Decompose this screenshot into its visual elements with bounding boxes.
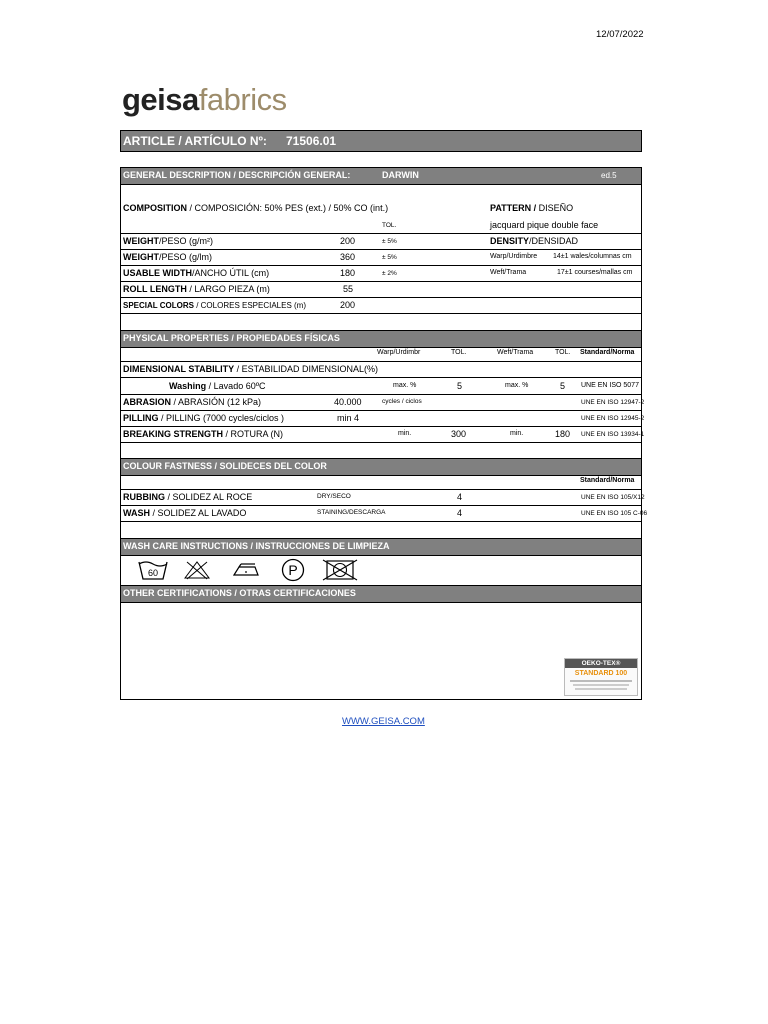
washing-weft-value: 5 [560,381,566,391]
weight-glm-label: WEIGHT/PESO (g/lm) [123,252,213,262]
col-tol2: TOL. [555,349,571,356]
rubbing-value: 4 [457,492,463,502]
washing-standard: UNE EN ISO 5077 [581,382,639,389]
wash-value: 4 [457,508,463,518]
certs-label: OTHER CERTIFICATIONS / OTRAS CERTIFICACIONES [123,588,356,598]
pattern-bold: PATTERN / [490,203,539,213]
breaking-weft-label: min. [510,430,524,437]
colour-col-standard: Standard/Norma [580,477,635,484]
breaking-row [121,427,645,443]
washing-row [121,378,641,395]
colour-label: COLOUR FASTNESS / SOLIDECES DEL COLOR [123,461,327,471]
pilling-label: PILLING / PILLING (7000 cycles/ciclos ) [123,413,285,423]
rubbing-cond: DRY/SECO [317,493,351,500]
weight-glm-tol: ± 5% [382,254,397,261]
breaking-standard: UNE EN ISO 13934-1 [581,431,645,438]
warp-label: Warp/Urdimbre [490,253,538,260]
warp-value: 14±1 wales/columnas cm [553,253,632,260]
geisa-logo [122,80,287,120]
wash-standard: UNE EN ISO 105 C-06 [581,510,648,517]
article-label: ARTICLE / ARTÍCULO Nº: [123,134,267,148]
pilling-value: min 4 [337,413,360,423]
composition-row [121,200,641,217]
special-colors-row [121,298,641,314]
wash-temp-text: 60 [147,568,159,578]
care-label: WASH CARE INSTRUCTIONS / INSTRUCCIONES DE LIMPIEZA [123,541,390,551]
pilling-row [121,411,645,427]
roll-length-value: 55 [343,284,354,294]
dry-clean-letter: P [288,562,298,578]
breaking-weft-value: 180 [555,429,571,439]
article-box [120,130,642,152]
usable-width-tol: ± 2% [382,270,397,277]
spec-table [120,167,648,700]
density-label: DENSITY/DENSIDAD [490,236,579,246]
dry-clean-p-icon [281,558,305,582]
wash-row [121,506,648,522]
weight-glm-value: 360 [340,252,356,262]
washing-weft-label: max. % [505,382,529,389]
oeko-standard: STANDARD 100 [574,670,628,677]
special-colors-label: SPECIAL COLORS / COLORES ESPECIALES (m) [123,301,307,310]
tol-row [121,217,641,234]
weight-gsm-tol: ± 5% [382,238,397,245]
colour-columns-row [121,474,641,490]
weft-value: 17±1 courses/mallas cm [557,269,633,276]
usable-width-value: 180 [340,268,356,278]
pattern-text [490,203,573,213]
rubbing-row [121,490,645,506]
pattern-value: jacquard pique double face [490,220,599,230]
col-weft: Weft/Trama [497,349,534,356]
abrasion-label: ABRASION / ABRASIÓN (12 kPa) [123,397,262,407]
rubbing-label: RUBBING / SOLIDEZ AL ROCE [123,492,253,502]
abrasion-value: 40.000 [334,397,362,407]
pattern-rest: DISEÑO [538,203,574,213]
weight-gsm-value: 200 [340,236,356,246]
washing-warp-label: max. % [393,382,417,389]
weight-gsm-row [121,234,641,250]
rubbing-standard: UNE EN ISO 105/X12 [581,494,645,501]
tol-label: TOL. [382,222,397,229]
pilling-standard: UNE EN ISO 12945-2 [581,415,645,422]
general-label: GENERAL DESCRIPTION / DESCRIPCIÓN GENERAL: [123,170,351,180]
breaking-warp-value: 300 [451,429,467,439]
logo-bold: geisa [122,82,199,117]
website-link[interactable]: WWW.GEISA.COM [342,716,425,727]
abrasion-unit: cycles / ciclos [382,398,422,405]
roll-length-label: ROLL LENGTH / LARGO PIEZA (m) [123,284,270,294]
article-number: 71506.01 [286,134,337,148]
oeko-title: OEKO-TEX® [565,659,637,668]
physical-columns-row [121,346,641,362]
edition: ed.5 [601,171,617,180]
composition-text [123,203,388,213]
special-colors-value: 200 [340,300,356,310]
logo-light: fabrics [198,82,287,117]
weft-label: Weft/Trama [490,269,527,276]
iron-low-icon [231,562,261,578]
abrasion-row [121,395,645,411]
usable-width-label: USABLE WIDTH/ANCHO ÚTIL (cm) [123,268,270,278]
breaking-label: BREAKING STRENGTH / ROTURA (N) [123,429,284,439]
oeko-tex-logo [564,658,638,696]
wash-label: WASH / SOLIDEZ AL LAVADO [123,508,247,518]
breaking-warp-label: min. [398,430,412,437]
care-icons-row [121,554,641,586]
col-tol1: TOL. [451,349,467,356]
dimensional-row [121,362,641,378]
no-bleach-icon [183,560,211,580]
washing-warp-value: 5 [457,381,463,391]
no-tumble-dry-icon [321,559,359,581]
general-header [121,168,641,185]
washing-label: Washing / Lavado 60ºC [169,381,266,391]
weight-glm-row [121,250,641,266]
col-warp: Warp/Urdimbr [377,349,421,356]
article-name: DARWIN [382,170,419,180]
weight-gsm-label: WEIGHT/PESO (g/m²) [123,236,214,246]
certs-header [121,586,641,603]
abrasion-standard: UNE EN ISO 12947-2 [581,399,645,406]
usable-width-row [121,266,641,282]
physical-label: PHYSICAL PROPERTIES / PROPIEDADES FÍSICAS [123,333,340,343]
wash-60-icon [137,559,169,581]
document-date: 12/07/2022 [596,29,644,40]
composition-rest: / COMPOSICIÓN: 50% PES (ext.) / 50% CO (int.) [187,203,389,213]
dimensional-label: DIMENSIONAL STABILITY / ESTABILIDAD DIMENSIONAL(%) [123,364,379,374]
roll-length-row [121,282,641,298]
wash-cond: STAINING/DESCARGA [317,509,386,516]
composition-bold: COMPOSITION [123,203,188,213]
col-standard: Standard/Norma [580,349,635,356]
